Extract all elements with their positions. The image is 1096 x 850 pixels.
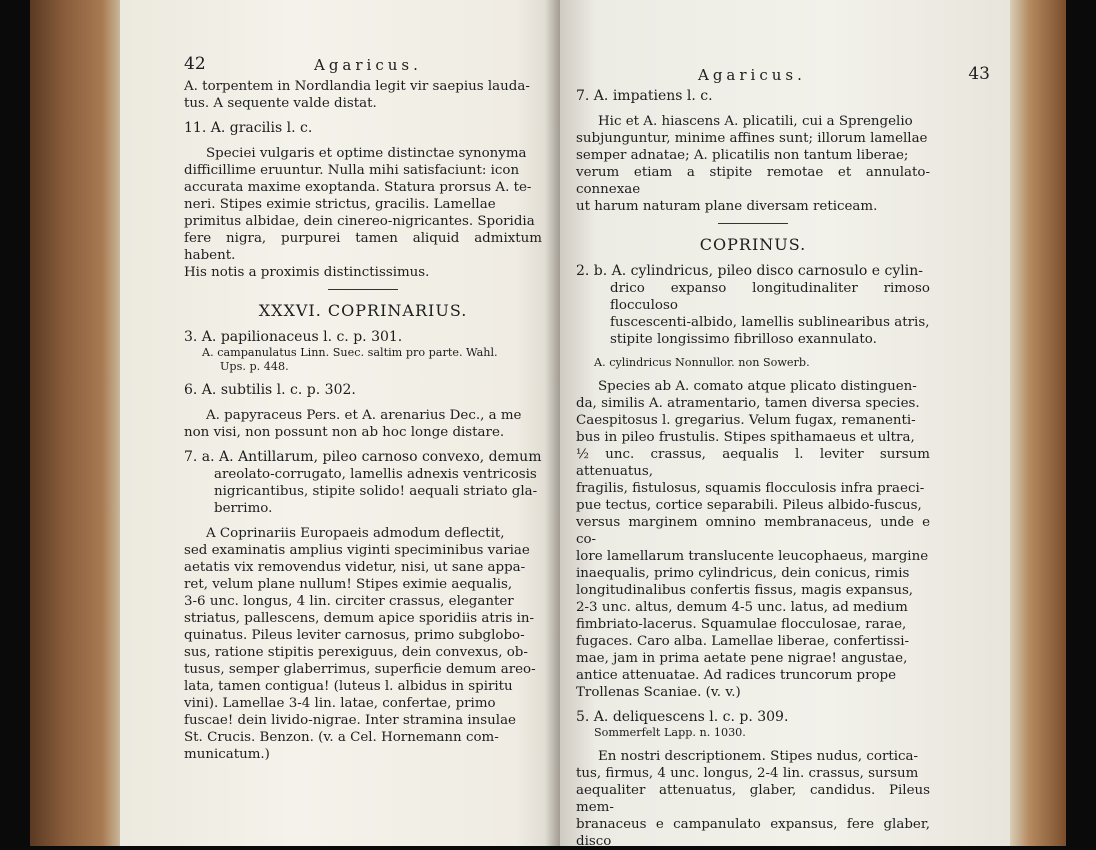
text-line: stipite longissimo fibrilloso exannulato.	[610, 332, 877, 347]
text-line: accurata maxime exoptanda. Statura prorsus A. te-	[184, 180, 532, 195]
synonym-line: A. cylindricus Nonnullor. non Sowerb.	[594, 356, 810, 369]
text-line: A. papyraceus Pers. et A. arenarius Dec., a me	[206, 408, 522, 423]
text-line: vini). Lamellae 3-4 lin. latae, confertae, primo	[184, 696, 496, 711]
text-line: St. Crucis. Benzon. (v. a Cel. Hornemann com-	[184, 730, 499, 745]
text-line: longitudinalibus confertis fissus, magis expansus,	[576, 583, 914, 598]
text-line: sed examinatis amplius viginti speciminibus variae	[184, 543, 530, 558]
text-line: primitus albidae, dein cinereo-nigricantes. Sporidia	[184, 214, 535, 229]
text-line: fere nigra, purpurei tamen aliquid admixtum habent.	[184, 231, 542, 263]
text-line: fimbriato-lacerus. Squamulae flocculosae, rarae,	[576, 617, 907, 632]
text-line: fuscescenti-albido, lamellis sublinearibus atris,	[610, 315, 930, 330]
text-line: versus marginem omnino membranaceus, unde e co-	[576, 515, 930, 547]
right-page-stack-edge	[1010, 0, 1066, 846]
text-line: semper adnatae; A. plicatilis non tantum liberae;	[576, 148, 909, 163]
right-page	[560, 0, 1010, 849]
left-page	[120, 0, 560, 846]
text-line: 3-6 unc. longus, 4 lin. circiter crassus, eleganter	[184, 594, 514, 609]
text-line: fuscae! dein livido-nigrae. Inter stramina insulae	[184, 713, 516, 728]
left-page-number: 42	[184, 54, 206, 74]
text-line: Caespitosus l. gregarius. Velum fugax, remanenti-	[576, 413, 916, 428]
text-line: Species ab A. comato atque plicato distinguen-	[598, 379, 917, 394]
text-line: ret, velum plane nullum! Stipes eximie aequalis,	[184, 577, 513, 592]
text-line: mae, jam in prima aetate pene nigrae! angustae,	[576, 651, 908, 666]
text-line: fugaces. Caro alba. Lamellae liberae, confertissi-	[576, 634, 910, 649]
text-line: non visi, non possunt non ab hoc longe distare.	[184, 425, 505, 440]
text-line: En nostri descriptionem. Stipes nudus, cortica-	[598, 749, 919, 764]
text-line: lata, tamen contigua! (luteus l. albidus in spiritu	[184, 679, 513, 694]
synonym-line: Ups. p. 448.	[220, 360, 289, 373]
right-page-number: 43	[968, 64, 990, 84]
left-body-text	[184, 78, 542, 763]
entry-heading: 3. A. papilionaceus l. c. p. 301.	[184, 329, 403, 345]
text-line: aequaliter attenuatus, glaber, candidus. Pileus mem-	[576, 783, 930, 815]
entry-heading: 5. A. deliquescens l. c. p. 309.	[576, 709, 789, 725]
section-rule	[718, 223, 788, 224]
left-running-title: Agaricus.	[314, 56, 422, 74]
right-running-head	[576, 64, 990, 88]
text-line: Trollenas Scaniae. (v. v.)	[576, 685, 741, 700]
text-line: subjunguntur, minime affines sunt; illorum lamellae	[576, 131, 928, 146]
text-line: A. torpentem in Nordlandia legit vir saepius lauda-	[184, 79, 530, 94]
text-line: municatum.)	[184, 747, 270, 762]
text-line: quinatus. Pileus leviter carnosus, primo subglobo-	[184, 628, 525, 643]
text-line: 2-3 unc. altus, demum 4-5 unc. latus, ad medium	[576, 600, 908, 615]
text-line: fragilis, fistulosus, squamis flocculosis infra praeci-	[576, 481, 925, 496]
text-line: difficillime eruuntur. Nulla mihi satisfaciunt: icon	[184, 163, 520, 178]
text-line: striatus, pallescens, demum apice sporidiis atris in-	[184, 611, 535, 626]
text-line: Speciei vulgaris et optime distinctae synonyma	[206, 146, 527, 161]
section-heading: XXXVI. COPRINARIUS.	[258, 301, 468, 320]
entry-heading: 6. A. subtilis l. c. p. 302.	[184, 382, 356, 398]
text-line: inaequalis, primo cylindricus, dein conicus, rimis	[576, 566, 910, 581]
text-line: ut harum naturam plane diversam reticeam.	[576, 199, 878, 214]
section-rule	[328, 289, 398, 290]
entry-heading: 2. b. A. cylindricus, pileo disco carnosulo e cylin-	[576, 263, 923, 279]
text-line: neri. Stipes eximie strictus, gracilis. Lamellae	[184, 197, 496, 212]
text-line: pue tectus, cortice separabili. Pileus albido-fuscus,	[576, 498, 922, 513]
synonym-line: Sommerfelt Lapp. n. 1030.	[594, 726, 746, 739]
left-cover-edge	[30, 0, 120, 846]
left-running-head	[184, 54, 542, 78]
text-line: ½ unc. crassus, aequalis l. leviter sursum attenuatus,	[576, 447, 930, 479]
text-line: verum etiam a stipite remotae et annulato-connexae	[576, 165, 930, 197]
text-line: sus, ratione stipitis perexiguus, dein convexus, ob-	[184, 645, 528, 660]
synonym-line: A. campanulatus Linn. Suec. saltim pro parte. Wahl.	[202, 346, 498, 359]
text-line: branaceus e campanulato expansus, fere glaber, disco	[576, 817, 930, 849]
text-line: aetatis vix removendus videtur, nisi, ut sane appa-	[184, 560, 526, 575]
text-line: berrimo.	[214, 501, 273, 516]
text-line: A Coprinariis Europaeis admodum deflectit,	[206, 526, 505, 541]
text-line: tus, firmus, 4 unc. longus, 2-4 lin. crassus, sursum	[576, 766, 919, 781]
entry-heading: 7. a. A. Antillarum, pileo carnoso convexo, demum	[184, 449, 542, 465]
text-line: drico expanso longitudinaliter rimoso flocculoso	[610, 281, 930, 313]
text-line: antice attenuatae. Ad radices truncorum prope	[576, 668, 897, 683]
right-body-text	[576, 88, 930, 850]
section-heading: COPRINUS.	[699, 235, 807, 254]
text-line: His notis a proximis distinctissimus.	[184, 265, 430, 280]
text-line: bus in pileo frustulis. Stipes spithamaeus et ultra,	[576, 430, 915, 445]
entry-heading: 11. A. gracilis l. c.	[184, 120, 313, 136]
text-line: nigricantibus, stipite solido! aequali striato gla-	[214, 484, 538, 499]
text-line: areolato-corrugato, lamellis adnexis ventricosis	[214, 467, 537, 482]
text-line: Hic et A. hiascens A. plicatili, cui a Sprengelio	[598, 114, 913, 129]
text-line: da, similis A. atramentario, tamen diversa species.	[576, 396, 920, 411]
right-running-title: Agaricus.	[698, 66, 806, 84]
text-line: tus. A sequente valde distat.	[184, 96, 377, 111]
text-line: tusus, semper glaberrimus, superficie demum areo-	[184, 662, 536, 677]
entry-heading: 7. A. impatiens l. c.	[576, 88, 713, 104]
text-line: lore lamellarum translucente leucophaeus, margine	[576, 549, 929, 564]
